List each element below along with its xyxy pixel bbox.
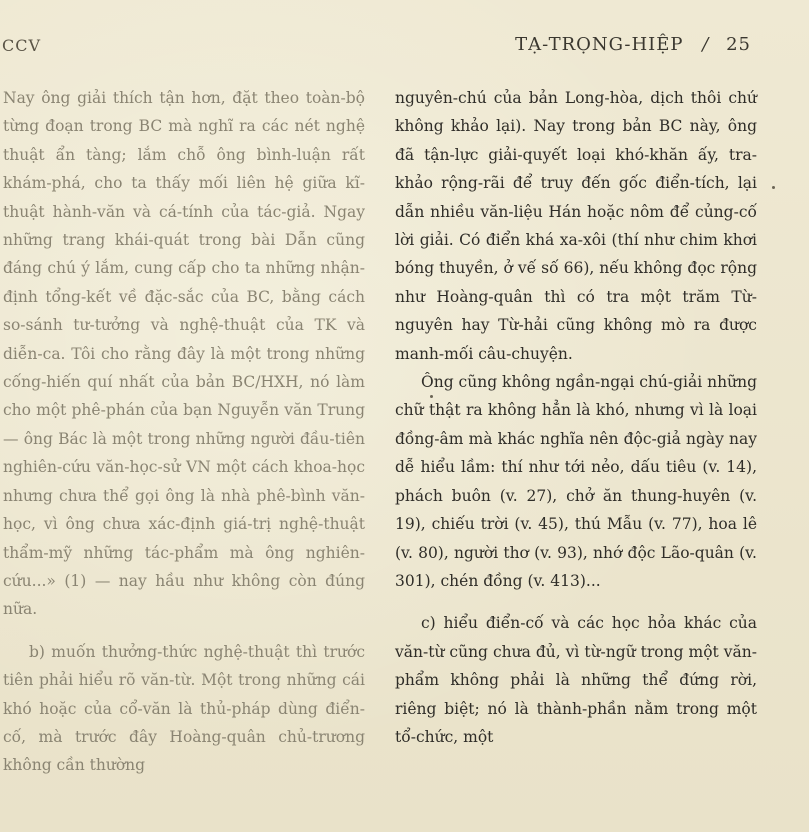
left-column <box>3 84 365 780</box>
left-paragraph-1: Nay ông giải thích tận hơn, đặt theo toàn-bộ từng đoạn trong BC mà nghĩ ra các nét nghệ thuật ẩn tàng; lắm chỗ ông bình-luận rất khám-phá, cho ta thấy mối liên hệ giữa kĩ-thuật hành-văn và cá-tính của tác-giả. Ngay những trang khái-quát trong bài Dẫn cũng đáng chú ý lắm, cung cấp cho ta những nhận-định tổng-kết về đặc-sắc của BC, bằng cách so-sánh tư-tưởng và nghệ-thuật của TK và diễn-ca. Tôi cho rằng đây là một trong những cống-hiến quí nhất của bản BC/HXH, nó làm cho một phê-phán của bạn Nguyễn văn Trung — ông Bác là một trong những người đầu-tiên nghiên-cứu văn-học-sử VN một cách khoa-học nhưng chưa thể gọi ông là nhà phê-bình văn-học, vì ông chưa xác-định giá-trị nghệ-thuật thẩm-mỹ những tác-phẩm mà ông nghiên-cứu...» (1) — nay hầu như không còn đúng nữa. <box>3 89 365 619</box>
running-header <box>0 30 809 60</box>
left-paragraph-2: b) muốn thưởng-thức nghệ-thuật thì trước tiên phải hiểu rõ văn-từ. Một trong những cái khó hoặc của cổ-văn là thủ-pháp dùng điển-cố, mà trước đây Hoàng-quân chủ-trương không cần thường <box>3 642 365 775</box>
paper-speck <box>772 186 775 189</box>
right-column <box>395 84 757 751</box>
right-paragraph-1: nguyên-chú của bản Long-hòa, dịch thôi chứ không khảo lại). Nay trong bản BC này, ông đã tận-lực giải-quyết loại khó-khăn ấy, tra-khảo rộng-rãi để truy đến gốc điển-tích, lại dẫn nhiều văn-liệu Hán hoặc nôm để củng-cố lời giải. Có điển khá xa-xôi (thí như chim khơi bóng thuyền, ở vế số 66), nếu không đọc rộng như Hoàng-quân thì có tra một trăm Từ-nguyên hay Từ-hải cũng không mò ra được manh-mối câu-chuyện. <box>395 89 757 363</box>
running-title: TẠ-TRỌNG-HIỆP <box>515 34 684 55</box>
header-left-mark: CCV <box>2 36 42 55</box>
right-paragraph-2: Ông cũng không ngần-ngại chú-giải những chữ thật ra không hẳn là khó, nhưng vì là loại đồng-âm mà khác nghĩa nên độc-giả ngày nay dễ hiểu lầm: thí như tới nẻo, dấu tiêu (v. 14), phách buôn (v. 27), chở ăn thung-huyên (v. 19), chiếu trời (v. 45), thú Mẫu (v. 77), hoa lê (v. 80), người thơ (v. 93), nhớ độc Lão-quân (v. 301), chén đồng (v. 413)... <box>395 373 757 590</box>
right-paragraph-3: c) hiểu điển-cố và các học hỏa khác của văn-từ cũng chưa đủ, vì từ-ngữ trong một văn-phẩm không phải là những thể đứng rời, riêng biệt; nó là thành-phần nằm trong một tổ-chức, một <box>395 614 757 746</box>
paper-speck <box>430 395 433 398</box>
page-number: 25 <box>726 34 751 55</box>
header-separator: / <box>702 34 710 55</box>
header-right <box>515 34 751 55</box>
